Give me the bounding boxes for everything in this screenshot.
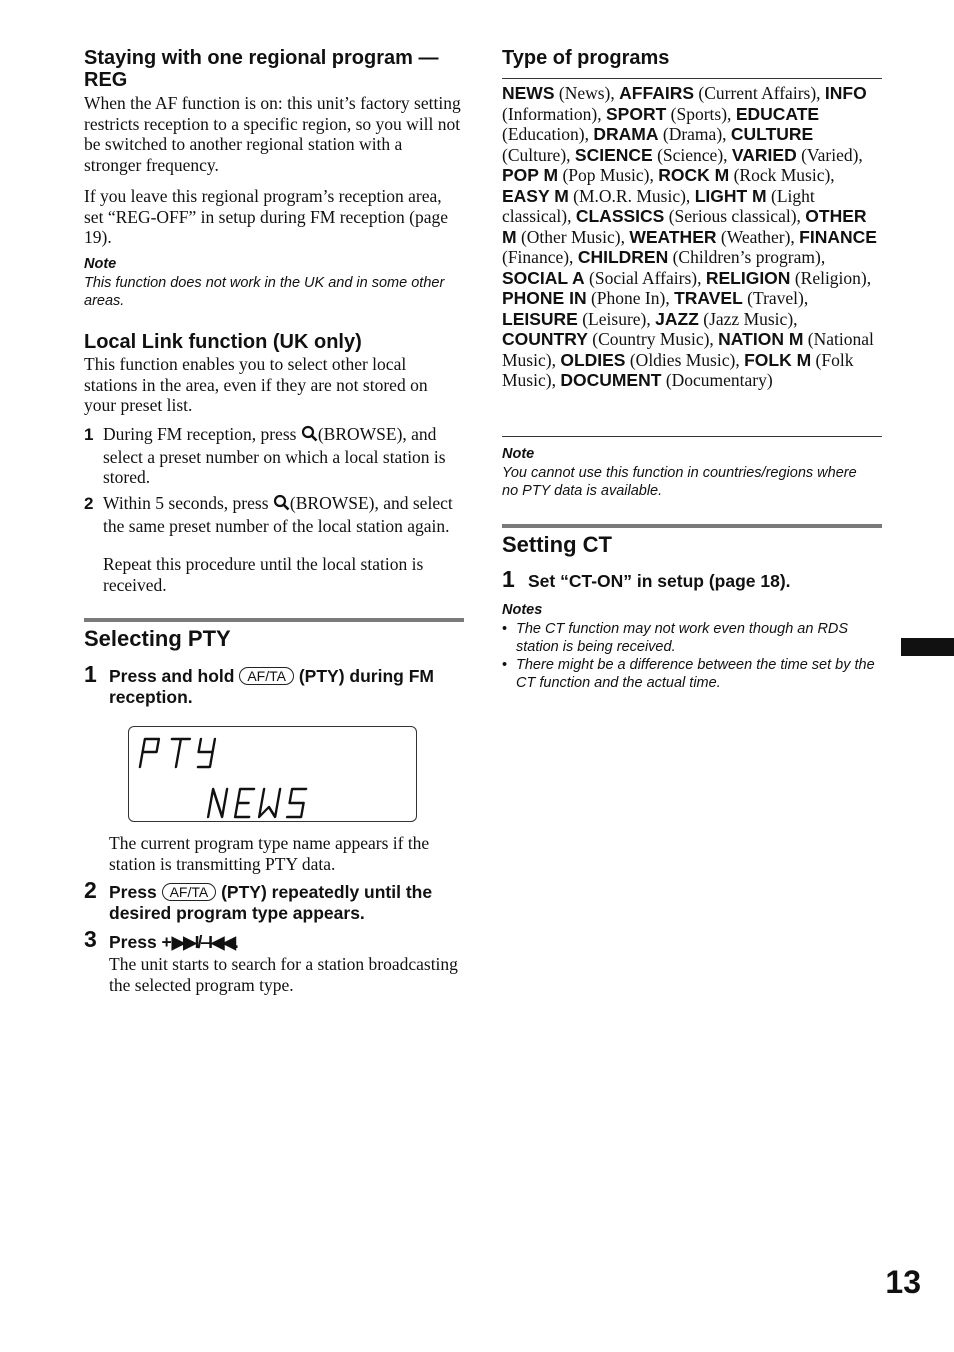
program-type-code: EDUCATE [735,103,820,124]
pty-step3-period: . [233,932,239,952]
program-type-code: VARIED [731,144,797,165]
program-type-description: (Children’s program), [672,247,826,267]
list-bottom-rule [502,436,882,437]
reg-note-title: Note [84,256,117,272]
program-type-code: JAZZ [655,308,699,329]
program-type-description: (Social Affairs), [589,267,702,288]
program-type-code: WEATHER [629,226,717,247]
page-number: 13 [885,1264,921,1300]
program-type-description: (Travel), [747,288,809,308]
program-type-description: (Light classical), [502,185,815,226]
program-type-code: AFFAIRS [619,83,695,103]
setting-ct-heading: Setting CT [502,532,612,557]
type-of-programs-heading: Type of programs [502,47,670,69]
pty-step3-text-a: Press + [109,932,172,952]
pty-step2-text-a: Press [109,882,157,902]
pty-step1-text-b: (PTY) during FM reception. [109,666,434,707]
program-type-code: NATION M [718,329,804,349]
local-link-intro: This function enables you to select other local stations in the area, even if they are not stored on your preset list. [84,354,428,415]
program-type-code: LIGHT M [694,185,767,206]
program-type-description: (Drama), [662,124,727,144]
program-type-code: RELIGION [705,267,791,288]
pty-display [128,726,417,822]
types-note-title: Note [502,446,535,462]
reg-note-text: This function does not work in the UK and in some other areas. [84,275,445,309]
local-step1-number: 1 [84,425,94,444]
program-type-code: LEISURE [502,308,578,329]
local-step2-text-b: (BROWSE), and select the same preset number of the local station again. [103,493,453,536]
pty-step2-text-b: (PTY) repeatedly until the desired program type appears. [109,882,433,923]
search-icon [301,425,318,447]
program-type-code: INFO [824,83,867,103]
program-type-description: (M.O.R. Music), [573,185,691,206]
selecting-pty-heading: Selecting PTY [84,626,231,651]
ct-notes-title: Notes [502,602,543,618]
reg-paragraph-1: When the AF function is on: this unit’s factory setting restricts reception to a specific region, so you will not be switched to another regional station with a stronger frequency. [84,93,461,175]
reg-heading: Staying with one regional program — REG [84,47,439,91]
heading-underline [502,78,882,79]
program-type-description: (Leisure), [582,308,651,329]
section-divider [84,618,464,622]
program-type-description: (Country Music), [592,329,714,349]
search-icon [273,494,290,516]
ct-note-item: • There might be a difference between the time set by the CT function and the actual time. [502,656,882,692]
program-type-code: OTHER M [502,206,867,247]
program-type-description: (Other Music), [520,226,625,247]
program-type-description: (Phone In), [590,288,670,308]
program-type-code: TRAVEL [674,288,743,308]
program-type-description: (Science), [657,144,728,165]
program-type-description: (Culture), [502,144,571,165]
program-type-description: (Weather), [720,226,795,247]
pty-step2 [109,882,464,924]
program-type-description: (Oldies Music), [629,349,740,370]
program-type-code: SPORT [606,103,667,124]
program-type-description: (Serious classical), [668,206,801,226]
program-type-description: (Current Affairs), [698,83,821,103]
program-type-code: POP M [502,165,559,185]
types-note-text: You cannot use this function in countries/regions where no PTY data is available. [502,465,857,499]
af-ta-key: AF/TA [162,883,217,901]
program-type-code: SCIENCE [574,144,653,165]
local-step2-number: 2 [84,494,94,513]
pty-step1-number: 1 [84,661,97,687]
program-type-list [502,83,882,391]
pty-display-line2 [416,727,417,728]
ct-step1-text: Set “CT-ON” in setup (page 18). [528,571,791,591]
pty-step1 [109,666,464,708]
program-type-description: (Jazz Music), [703,308,798,329]
local-step1-text-b: (BROWSE), and select a preset number on which a local station is stored. [103,424,446,487]
program-type-code: FINANCE [799,226,877,247]
pty-step3-description: The unit starts to search for a station broadcasting the selected program type. [109,954,458,995]
program-type-description: (Documentary) [665,370,773,390]
program-type-description: (Religion), [794,267,872,288]
seek-buttons-icon: ▶▶I/–I◀◀ [171,932,234,952]
program-type-code: DOCUMENT [560,370,662,390]
pty-display-line1 [416,727,417,728]
pty-step1-text-a: Press and hold [109,666,235,686]
program-type-description: (Information), [502,103,602,124]
program-type-description: (Folk Music), [502,349,854,390]
local-step2 [103,493,464,536]
pty-display-segments [129,727,416,821]
pty-step3-number: 3 [84,926,97,952]
program-type-code: OLDIES [560,349,626,370]
local-step1 [103,424,464,488]
program-type-description: (Pop Music), [562,165,654,185]
pty-display-caption: The current program type name appears if the station is transmitting PTY data. [109,833,430,874]
af-ta-key: AF/TA [239,667,294,685]
local-step2-repeat: Repeat this procedure until the local station is received. [103,554,424,595]
program-type-code: NEWS [502,83,555,103]
local-link-heading: Local Link function (UK only) [84,331,362,353]
program-type-code: PHONE IN [502,288,587,308]
program-type-description: (News), [558,83,615,103]
program-type-description: (Sports), [670,103,732,124]
ct-step1-number: 1 [502,566,515,592]
program-type-code: DRAMA [593,124,659,144]
program-type-code: ROCK M [658,165,730,185]
program-type-description: (National Music), [502,329,874,370]
program-type-code: CULTURE [730,124,814,144]
program-type-code: COUNTRY [502,329,588,349]
local-step1-text-a: During FM reception, press [103,424,297,444]
program-type-code: FOLK M [744,349,812,370]
section-divider [502,524,882,528]
program-type-code: CHILDREN [577,247,669,267]
program-type-code: SOCIAL A [502,267,585,288]
program-type-code: EASY M [502,185,569,206]
section-tab-marker [901,638,954,656]
pty-step3 [109,932,464,953]
program-type-description: (Education), [502,124,589,144]
local-step2-text-a: Within 5 seconds, press [103,493,269,513]
pty-step2-number: 2 [84,877,97,903]
reg-paragraph-2: If you leave this regional program’s reception area, set “REG-OFF” in setup during FM reception (page 19). [84,186,449,247]
ct-note-item: • The CT function may not work even though an RDS station is being received. [502,620,882,656]
program-type-description: (Rock Music), [733,165,835,185]
program-type-description: (Varied), [801,144,863,165]
program-type-code: CLASSICS [575,206,665,226]
ct-notes [502,620,882,692]
program-type-description: (Finance), [502,247,574,267]
